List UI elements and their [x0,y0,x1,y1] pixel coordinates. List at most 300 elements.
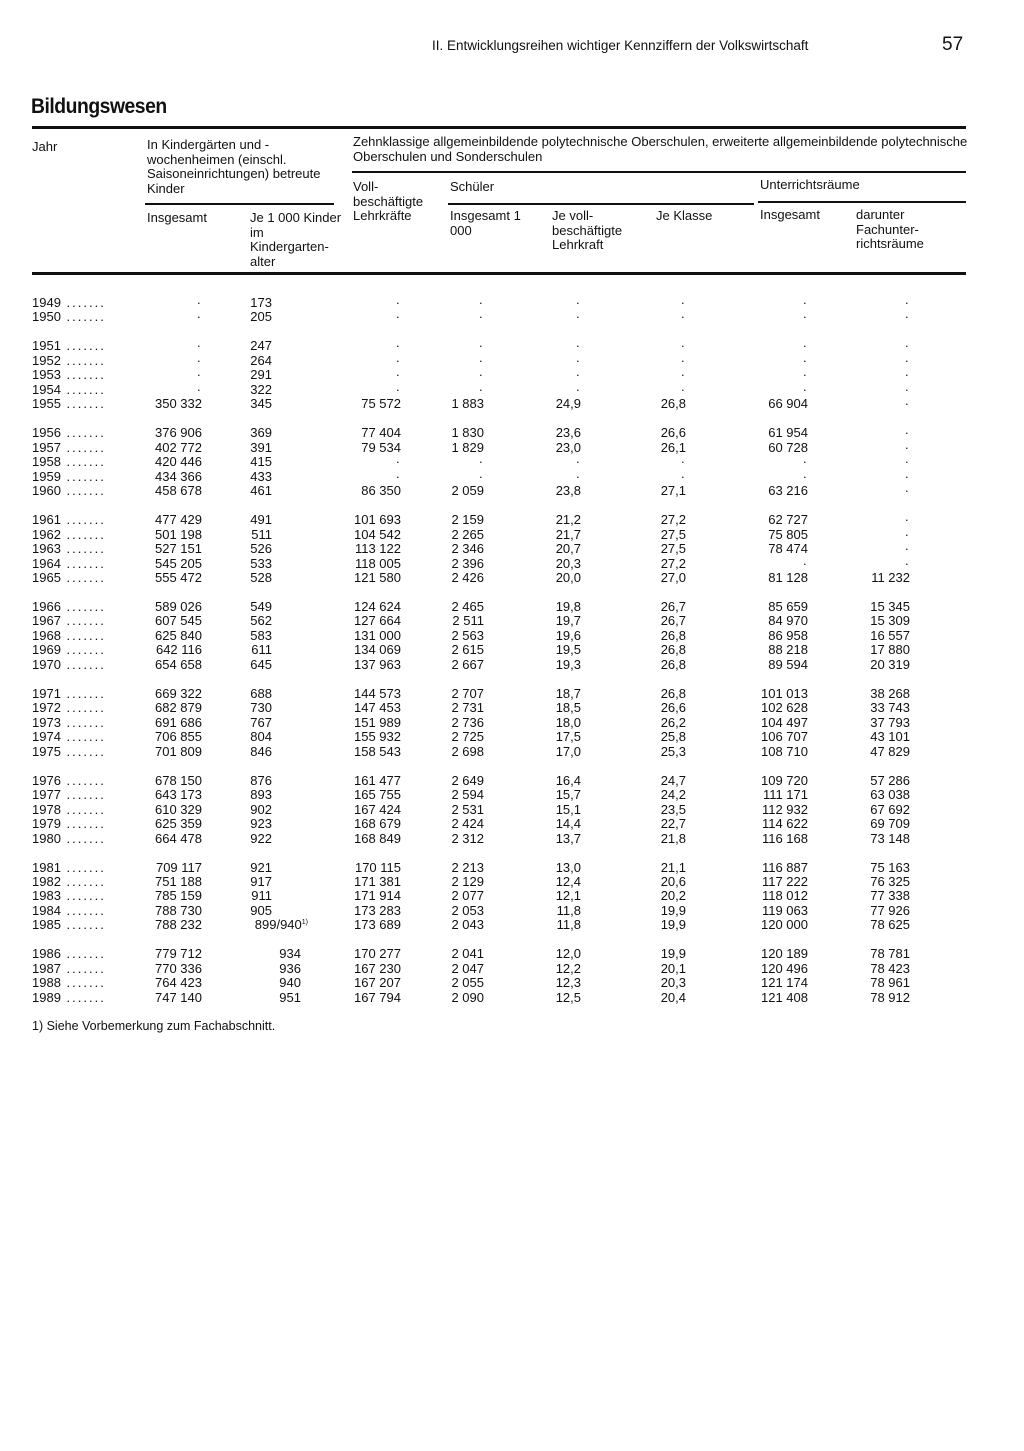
cell-raeume-insgesamt: 108 710 [761,743,808,759]
cell-schueler-je-klasse: 26,1 [660,439,686,455]
year-leader-dots: ....... [60,613,106,629]
cell-raeume-insgesamt: 104 497 [761,714,808,730]
cell-kinder-je1000: 391 [250,439,272,455]
cell-kinder-je1000: 934 [279,946,301,962]
year-leader-dots: ....... [60,352,106,368]
cell-lehrkraefte: 171 914 [354,888,401,904]
cell-kinder-insgesamt: 350 332 [155,396,202,412]
cell-raeume-insgesamt: 102 628 [761,700,808,716]
cell-schueler-insgesamt: 2 594 [451,787,484,803]
cell-schueler-je-klasse: 27,2 [660,512,686,528]
rule-under-raeume [758,201,966,203]
cell-raeume-fach: . [905,465,909,481]
cell-schueler-insgesamt: 2 090 [451,989,484,1005]
year-leader-dots: ....... [60,656,106,672]
cell-schueler-je-klasse: 20,4 [660,989,686,1005]
cell-schueler-je-klasse: . [681,335,685,351]
year-leader-dots: ....... [60,541,106,557]
cell-schueler-je-klasse: . [681,349,685,365]
cell-schueler-je-lehrkraft: 20,7 [555,541,581,557]
cell-kinder-insgesamt: 642 116 [155,642,202,658]
cell-schueler-je-klasse: 20,3 [660,975,686,991]
year-leader-dots: ....... [60,425,106,441]
cell-kinder-je1000: 415 [250,454,272,470]
cell-raeume-fach: 73 148 [870,830,910,846]
cell-schueler-insgesamt: . [479,378,483,394]
cell-raeume-insgesamt: 120 189 [761,946,808,962]
cell-kinder-insgesamt: 625 840 [155,627,202,643]
cell-kinder-insgesamt: . [197,306,201,322]
header-lehrkraefte: Voll-beschäftigte Lehrkräfte [353,179,424,223]
year-leader-dots: ....... [60,454,106,470]
year-label: 1952 [32,352,61,368]
cell-raeume-fach: . [905,422,909,438]
year-label: 1988 [32,975,61,991]
cell-raeume-insgesamt: 101 013 [761,685,808,701]
year-leader-dots: ....... [60,468,106,484]
cell-raeume-fach: . [905,552,909,568]
cell-schueler-insgesamt: 2 041 [451,946,484,962]
cell-schueler-je-klasse: 27,5 [660,541,686,557]
header-kinder-insgesamt: Insgesamt [147,210,207,225]
cell-lehrkraefte: 127 664 [354,613,401,629]
cell-raeume-fach: 77 338 [870,888,910,904]
cell-schueler-je-lehrkraft: . [576,335,580,351]
cell-schueler-je-lehrkraft: 19,5 [555,642,581,658]
cell-kinder-insgesamt: . [197,335,201,351]
cell-schueler-je-klasse: 26,8 [660,685,686,701]
cell-schueler-insgesamt: . [479,465,483,481]
cell-raeume-insgesamt: 85 659 [768,598,808,614]
cell-kinder-je1000: 461 [250,483,272,499]
cell-kinder-insgesamt: 709 117 [155,859,202,875]
cell-raeume-fach: . [905,523,909,539]
cell-schueler-insgesamt: . [479,364,483,380]
cell-schueler-je-lehrkraft: . [576,451,580,467]
cell-kinder-je1000: 940 [279,975,301,991]
cell-kinder-insgesamt: 607 545 [155,613,202,629]
year-leader-dots: ....... [60,295,106,310]
cell-raeume-fach: 11 232 [871,570,910,586]
year-label: 1976 [32,772,61,788]
cell-raeume-insgesamt: 75 805 [768,526,808,542]
cell-lehrkraefte: 165 755 [354,787,401,803]
cell-kinder-insgesamt: 458 678 [155,483,202,499]
cell-kinder-je1000: 846 [250,743,272,759]
cell-schueler-insgesamt: 2 077 [451,888,484,904]
cell-schueler-je-klasse: 26,8 [660,627,686,643]
cell-kinder-insgesamt: 751 188 [155,874,202,889]
year-leader-dots: ....... [60,960,106,976]
year-label: 1953 [32,367,61,383]
year-leader-dots: ....... [60,570,106,586]
cell-raeume-insgesamt: . [803,465,807,481]
cell-raeume-fach: 16 557 [870,627,910,643]
year-leader-dots: ....... [60,989,106,1005]
cell-schueler-insgesamt: 2 465 [451,598,484,614]
cell-schueler-je-lehrkraft: 18,5 [555,700,581,716]
cell-raeume-insgesamt: 116 887 [761,859,808,875]
rule-under-schueler [448,203,754,205]
cell-kinder-insgesamt: 691 686 [155,714,202,730]
cell-schueler-insgesamt: 2 055 [451,975,484,991]
header-schulen-group: Zehnklassige allgemeinbildende polytechnische Oberschulen, erweiterte allgemeinbildende polytechnische Oberschulen und Sonderschulen [353,134,968,164]
year-leader-dots: ....... [60,816,106,832]
year-label: 1970 [32,656,61,672]
cell-schueler-je-klasse: . [681,378,685,394]
cell-kinder-insgesamt: 701 809 [155,743,202,759]
cell-raeume-fach: 57 286 [870,772,910,788]
cell-schueler-je-klasse: 19,9 [660,902,686,918]
cell-schueler-je-lehrkraft: 12,3 [555,975,581,991]
cell-kinder-insgesamt: 678 150 [155,772,202,788]
cell-schueler-insgesamt: 2 698 [451,743,484,759]
cell-lehrkraefte: . [396,465,400,481]
cell-schueler-insgesamt: 2 563 [451,627,484,643]
cell-raeume-insgesamt: 84 970 [768,613,808,629]
cell-schueler-je-lehrkraft: 19,3 [555,656,581,672]
cell-kinder-insgesamt: 770 336 [155,960,202,976]
year-leader-dots: ....... [60,859,106,875]
cell-schueler-je-lehrkraft: 24,9 [555,396,581,412]
cell-raeume-fach: 78 961 [870,975,910,991]
cell-raeume-fach: . [905,451,909,467]
cell-schueler-insgesamt: . [479,306,483,322]
cell-kinder-insgesamt: 706 855 [155,729,202,745]
year-label: 1962 [32,526,61,542]
cell-schueler-je-lehrkraft: 18,7 [555,685,581,701]
cell-schueler-je-klasse: 23,5 [660,801,686,817]
year-leader-dots: ....... [60,555,106,571]
cell-raeume-insgesamt: 114 622 [761,816,808,832]
cell-schueler-je-lehrkraft: . [576,292,580,307]
header-schueler-insgesamt: Insgesamt 1 000 [450,208,521,238]
year-label: 1966 [32,598,61,614]
year-label: 1964 [32,555,61,571]
year-leader-dots: ....... [60,917,106,933]
cell-schueler-je-klasse: 20,1 [660,960,686,976]
cell-lehrkraefte: . [396,451,400,467]
cell-kinder-je1000: 730 [250,700,272,716]
cell-raeume-insgesamt: . [803,451,807,467]
year-label: 1980 [32,830,61,846]
cell-schueler-je-lehrkraft: 17,5 [555,729,581,745]
cell-kinder-je1000: 491 [250,512,272,528]
cell-kinder-je1000: 611 [251,642,272,658]
cell-lehrkraefte: 121 580 [354,570,401,586]
year-leader-dots: ....... [60,439,106,455]
year-leader-dots: ....... [60,743,106,759]
cell-schueler-je-lehrkraft: 21,2 [555,512,581,528]
cell-schueler-insgesamt: 2 059 [451,483,484,499]
cell-raeume-fach: . [905,509,909,525]
cell-kinder-insgesamt: . [197,292,201,307]
year-leader-dots: ....... [60,367,106,383]
cell-lehrkraefte: 168 679 [354,816,401,832]
cell-kinder-je1000: 767 [250,714,272,730]
year-leader-dots: ....... [60,526,106,542]
cell-raeume-insgesamt: . [803,378,807,394]
cell-kinder-je1000: 902 [250,801,272,817]
cell-kinder-insgesamt: 420 446 [155,454,202,470]
year-leader-dots: ....... [60,729,106,745]
year-label: 1955 [32,396,61,412]
cell-schueler-insgesamt: 2 731 [451,700,484,716]
cell-kinder-je1000: 645 [250,656,272,672]
running-header: II. Entwicklungsreihen wichtiger Kennziffern der Volkswirtschaft [432,38,809,53]
cell-kinder-je1000: 433 [250,468,272,484]
cell-lehrkraefte: . [396,306,400,322]
year-leader-dots: ....... [60,338,106,354]
cell-lehrkraefte: 168 849 [354,830,401,846]
cell-kinder-insgesamt: 501 198 [155,526,202,542]
cell-lehrkraefte: 167 424 [354,801,401,817]
cell-lehrkraefte: 101 693 [354,512,401,528]
cell-schueler-je-lehrkraft: . [576,465,580,481]
cell-kinder-je1000: 173 [250,295,272,310]
cell-schueler-je-lehrkraft: 11,8 [556,902,581,918]
cell-kinder-je1000: 345 [250,396,272,412]
header-kinder-group: In Kindergärten und -wochenheimen (einschl. Saisoneinrichtungen) betreute Kinder [147,137,321,196]
cell-kinder-je1000: 922 [250,830,272,846]
cell-lehrkraefte: 158 543 [354,743,401,759]
cell-lehrkraefte: 170 277 [354,946,401,962]
cell-kinder-insgesamt: 747 140 [155,989,202,1005]
year-leader-dots: ....... [60,627,106,643]
cell-raeume-fach: 76 325 [870,874,910,889]
year-label: 1949 [32,295,61,310]
cell-raeume-fach: . [905,306,909,322]
cell-schueler-je-klasse: 26,6 [660,425,686,441]
cell-raeume-fach: 67 692 [870,801,910,817]
cell-kinder-je1000: 205 [250,309,272,325]
year-leader-dots: ....... [60,309,106,325]
cell-schueler-je-klasse: 27,2 [660,555,686,571]
year-label: 1957 [32,439,61,455]
cell-schueler-je-lehrkraft: 14,4 [555,816,581,832]
year-label: 1984 [32,902,61,918]
cell-lehrkraefte: 147 453 [354,700,401,716]
cell-schueler-je-klasse: 26,7 [660,613,686,629]
cell-schueler-je-klasse: . [681,465,685,481]
cell-raeume-insgesamt: 111 171 [762,787,808,803]
cell-kinder-je1000: 951 [279,989,301,1005]
cell-raeume-insgesamt: . [803,335,807,351]
cell-lehrkraefte: 118 005 [354,555,401,571]
header-jahr: Jahr [32,139,58,154]
cell-raeume-insgesamt: 116 168 [761,830,808,846]
cell-kinder-je1000: 322 [250,381,272,397]
year-cell [32,339,132,354]
cell-lehrkraefte: . [396,292,400,307]
year-leader-dots: ....... [60,381,106,397]
cell-raeume-fach: 33 743 [870,700,910,716]
cell-kinder-je1000: 893 [250,787,272,803]
cell-schueler-je-klasse: 21,8 [660,830,686,846]
year-label: 1954 [32,381,61,397]
cell-schueler-je-klasse: 24,2 [660,787,686,803]
year-leader-dots: ....... [60,787,106,803]
cell-schueler-je-klasse: . [681,292,685,307]
cell-lehrkraefte: . [396,349,400,365]
cell-schueler-je-lehrkraft: 12,2 [555,960,581,976]
cell-schueler-insgesamt: 2 667 [451,656,484,672]
cell-raeume-fach: 69 709 [870,816,910,832]
cell-schueler-je-klasse: 20,2 [660,888,686,904]
cell-raeume-insgesamt: . [803,306,807,322]
year-label: 1989 [32,989,61,1005]
cell-kinder-insgesamt: . [197,364,201,380]
year-label: 1982 [32,874,61,889]
cell-raeume-insgesamt: . [803,552,807,568]
cell-raeume-insgesamt: 61 954 [768,425,808,441]
cell-schueler-insgesamt: 2 736 [451,714,484,730]
page-title: Bildungswesen [31,95,167,118]
cell-raeume-fach: . [905,349,909,365]
cell-raeume-fach: 78 912 [870,989,910,1005]
cell-raeume-insgesamt: 78 474 [768,541,808,557]
year-leader-dots: ....... [60,396,106,412]
cell-kinder-insgesamt: 477 429 [155,512,202,528]
cell-raeume-insgesamt: 63 216 [768,483,808,499]
cell-schueler-je-lehrkraft: 21,7 [555,526,581,542]
cell-kinder-insgesamt: 643 173 [155,787,202,803]
cell-schueler-je-klasse: . [681,306,685,322]
header-schueler-je-klasse: Je Klasse [656,208,713,223]
cell-raeume-fach: 75 163 [870,859,910,875]
year-label: 1981 [32,859,61,875]
cell-kinder-insgesamt: . [197,349,201,365]
cell-raeume-insgesamt: 106 707 [761,729,808,745]
header-schueler: Schüler [450,179,495,194]
cell-schueler-je-klasse: 19,9 [660,917,686,933]
year-label: 1950 [32,309,61,325]
cell-schueler-insgesamt: . [479,335,483,351]
cell-lehrkraefte: . [396,378,400,394]
cell-kinder-insgesamt: . [197,378,201,394]
cell-schueler-je-lehrkraft: . [576,349,580,365]
year-cell [32,310,132,325]
cell-schueler-insgesamt: 2 615 [451,642,484,658]
cell-raeume-fach: . [905,335,909,351]
cell-schueler-je-lehrkraft: 13,0 [555,859,581,875]
cell-raeume-fach: . [905,292,909,307]
cell-kinder-je1000: 917 [250,874,272,889]
year-label: 1951 [32,338,61,354]
cell-kinder-insgesamt: 610 329 [155,801,202,817]
header-raeume: Unterrichtsräume [760,177,860,192]
cell-schueler-je-lehrkraft: . [576,364,580,380]
cell-schueler-insgesamt: 2 424 [451,816,484,832]
rule-under-schulen-header [352,171,966,173]
cell-raeume-insgesamt: . [803,364,807,380]
cell-kinder-je1000: 899/940$^{1)}$ [254,917,308,933]
year-label: 1967 [32,613,61,629]
cell-kinder-insgesamt: 785 159 [155,888,202,904]
year-label: 1985 [32,917,61,933]
cell-raeume-fach: 15 345 [870,598,910,614]
year-leader-dots: ....... [60,483,106,499]
header-kinder-je1000: Je 1 000 Kinder im Kindergarten-alter [250,210,342,269]
cell-raeume-insgesamt: 119 063 [761,902,808,918]
header-raeume-fach: darunter Fachunter-richtsräume [856,207,924,251]
cell-schueler-insgesamt: 2 265 [451,526,484,542]
cell-kinder-je1000: 905 [250,902,272,918]
cell-raeume-fach: 20 319 [870,656,910,672]
year-leader-dots: ....... [60,902,106,918]
cell-kinder-insgesamt: 779 712 [155,946,202,962]
cell-schueler-je-lehrkraft: 16,4 [555,772,581,788]
cell-lehrkraefte: 131 000 [354,627,401,643]
cell-schueler-je-lehrkraft: 23,0 [555,439,581,455]
cell-schueler-insgesamt: . [479,451,483,467]
cell-kinder-insgesamt: 764 423 [155,975,202,991]
year-label: 1960 [32,483,61,499]
year-leader-dots: ....... [60,685,106,701]
cell-schueler-je-lehrkraft: 12,4 [555,874,581,889]
cell-raeume-fach: . [905,378,909,394]
cell-schueler-je-klasse: 26,2 [660,714,686,730]
year-label: 1983 [32,888,61,904]
cell-schueler-je-lehrkraft: 20,0 [555,570,581,586]
year-label: 1956 [32,425,61,441]
year-leader-dots: ....... [60,642,106,658]
cell-schueler-insgesamt: 2 213 [451,859,484,875]
cell-lehrkraefte: 75 572 [361,396,401,412]
cell-schueler-je-klasse: 21,1 [660,859,686,875]
cell-lehrkraefte: 167 230 [354,960,401,976]
cell-lehrkraefte: 173 689 [354,917,401,933]
year-label: 1965 [32,570,61,586]
year-leader-dots: ....... [60,512,106,528]
cell-schueler-insgesamt: 1 830 [451,425,484,441]
year-label: 1958 [32,454,61,470]
cell-schueler-insgesamt: 2 053 [451,902,484,918]
cell-schueler-je-lehrkraft: 19,8 [555,598,581,614]
year-label: 1973 [32,714,61,730]
cell-kinder-insgesamt: 589 026 [155,598,202,614]
cell-raeume-fach: 78 781 [870,946,910,962]
cell-raeume-insgesamt: 120 496 [761,960,808,976]
cell-schueler-je-klasse: 27,5 [660,526,686,542]
cell-schueler-je-lehrkraft: 20,3 [555,555,581,571]
cell-kinder-insgesamt: 669 322 [155,685,202,701]
cell-schueler-je-klasse: 26,7 [660,598,686,614]
cell-schueler-je-klasse: 25,8 [660,729,686,745]
year-cell [32,383,132,398]
cell-schueler-je-klasse: 20,6 [660,874,686,889]
year-cell [32,354,132,369]
cell-schueler-je-klasse: . [681,364,685,380]
header-schueler-je-lehrkraft: Je voll-beschäftigte Lehrkraft [552,208,623,252]
cell-schueler-je-lehrkraft: 19,6 [555,627,581,643]
header-raeume-insgesamt: Insgesamt [760,207,820,222]
cell-lehrkraefte: 77 404 [361,425,401,441]
cell-kinder-je1000: 583 [250,627,272,643]
table-header-bottom-rule [32,272,966,275]
year-label: 1986 [32,946,61,962]
cell-lehrkraefte: 137 963 [354,656,401,672]
year-label: 1959 [32,468,61,484]
year-leader-dots: ....... [60,598,106,614]
cell-kinder-je1000: 291 [250,367,272,383]
cell-lehrkraefte: 113 122 [354,541,401,557]
cell-kinder-je1000: 526 [250,541,272,557]
cell-raeume-insgesamt: 88 218 [768,642,808,658]
cell-kinder-insgesamt: 682 879 [155,700,202,716]
cell-schueler-insgesamt: 2 511 [452,613,484,629]
cell-lehrkraefte: 171 381 [354,874,401,889]
